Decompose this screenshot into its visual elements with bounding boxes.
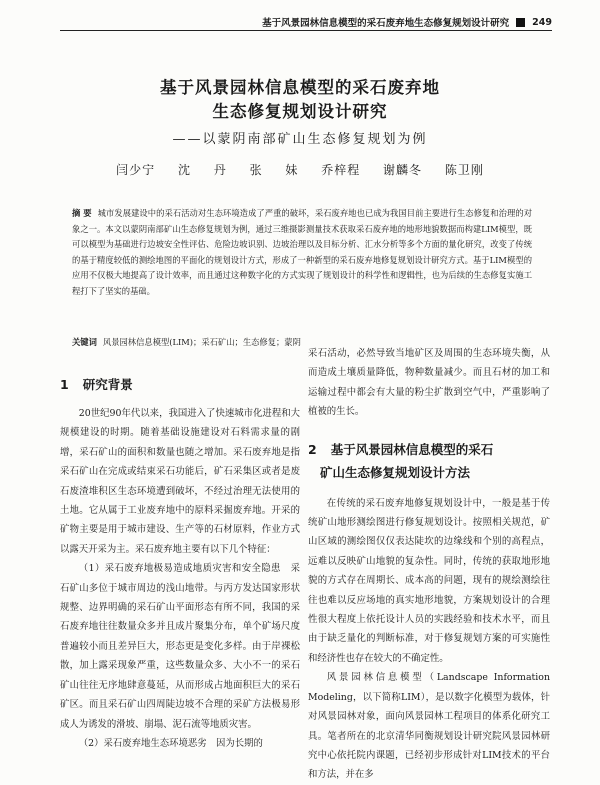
- paper-title-line2: 生态修复规划设计研究: [212, 102, 388, 121]
- abstract: [72, 206, 532, 299]
- page-number: 249: [532, 16, 552, 28]
- running-header: [60, 14, 552, 31]
- keywords-text: 风景园林信息模型(LIM)；采石矿山；生态修复；蒙阴: [102, 337, 301, 347]
- continued-paragraph: 采石活动，必然导致当地矿区及周围的生态环境失衡，从而造成土壤质量降低，物种数量减少。而且石材的加工和运输过程中都会有大量的粉尘扩散到空气中，严重影响了植被的生长。: [308, 348, 550, 418]
- header-square-mark: [516, 18, 525, 27]
- paper-subtitle: ——以蒙阴南部矿山生态修复规划为例: [172, 132, 428, 147]
- section1-paragraph: （2）采石废弃地生态环境恶劣 因为长期的: [78, 737, 263, 749]
- section2-heading: [308, 438, 550, 484]
- right-column: [308, 344, 550, 785]
- section2-paragraph: 风景园林信息模型（Landscape Information Modeling，以下简称LIM），是以数字化模型为载体，针对风景园林对象，面向风景园林工程项目的体系化研究工具。笔者所在的北京清华同衡规划设计研究院风景园林研究中心依托院内课题，已经初步形成针对LIM技术的平台和方法，并在多: [308, 672, 550, 781]
- left-column: [60, 372, 300, 753]
- section1-number: 1: [60, 377, 69, 392]
- title-block: [0, 76, 600, 178]
- section2-paragraph: 在传统的采石废弃地修复规划设计中，一般是基于传统矿山地形测绘图进行修复规划设计。按照相关规范，矿山区域的测绘图仅仅表达陡坎的边缘线和个别的高程点，远难以反映矿山地貌的复杂性。同时，传统的获取地形地貌的方式存在周期长、成本高的问题，现有的规绘测绘往往也难以反应场地的真实地形地貌，方案规划设计的合理性很大程度上依托设计人员的实践经验和技术水平，而且由于缺乏量化的判断标准，对于修复规划方案的可实施性和经济性也存在较大的不确定性。: [308, 497, 550, 664]
- author-list: 闫少宁 沈 丹 张 妹 乔梓程 谢麟冬 陈卫刚: [116, 163, 484, 177]
- section1-heading: [60, 374, 300, 396]
- keywords-label: 关键词: [72, 337, 97, 347]
- section2-number: 2: [308, 441, 317, 457]
- section2-title-line2: 矿山生态修复规划设计方法: [320, 464, 471, 480]
- abstract-label: 摘 要: [72, 208, 92, 218]
- section1-paragraph: 20世纪90年代以来，我国进入了快速城市化进程和大规模建设的时期。随着基础设施建设对石料需求量的剧增，采石矿山的面积和数量也随之增加。采石废弃地是指采石矿山在完成或结束采石功能后，矿石采集区或者是废石废渣堆积区生态环境遭到破坏，不经过治理无法使用的土地。它从属于工业废弃地中的原料采掘废弃地。开采的矿物主要是用于城市建设、生产等的石材原料，作业方式以露天开采为主。采石废弃地主要有以下几个特征：: [60, 408, 300, 555]
- abstract-text: 城市发展建设中的采石活动对生态环境造成了严重的破坏，采石废弃地也已成为我国目前主要进行生态修复和治理的对象之一。本文以蒙阴南部矿山生态修复规划为例，通过三维摄影测量技术获取采石废弃地的地形地貌数据而构建LIM模型，既可以模型为基础进行边坡安全性评估、危险边坡识别、边坡治理以及目标分析、汇水分析等多个方面的量化研究，改变了传统的基于精度较低的测绘地图的平面化的规划设计方式，形成了一种新型的采石废弃地修复规划设计研究方式。基于LIM模型的应用不仅极大地提高了设计效率，而且通过这种数字化的方式实现了规划设计的科学性和逻辑性，也为后续的生态修复实施工程打下了坚实的基础。: [72, 208, 532, 296]
- running-title: 基于风景园林信息模型的采石废弃地生态修复规划设计研究: [262, 18, 510, 29]
- paper-title-line1: 基于风景园林信息模型的采石废弃地: [160, 78, 440, 97]
- section1-title: 研究背景: [82, 377, 133, 392]
- section2-title-line1: 基于风景园林信息模型的采石: [330, 441, 494, 457]
- section1-paragraph: （1）采石废弃地极易造成地质灾害和安全隐患 采石矿山多位于城市周边的浅山地带。与丙方发达国家形状规整、边界明确的采石矿山平面形态有所不同，我国的采石废弃地往往数量众多并且成片聚集分布，单个矿场尺度普遍较小而且差异巨大，形态更是变化多样。由于岸裸松散，加上露采现象严重，这些数量众多、大小不一的采石矿山往往无序地肆意蔓延，从而形成占地面积巨大的采石矿区。而且采石矿山四周陡边坡不合理的采矿方法极易形成人为诱发的滑坡、崩塌、泥石流等地质灾害。: [60, 563, 300, 730]
